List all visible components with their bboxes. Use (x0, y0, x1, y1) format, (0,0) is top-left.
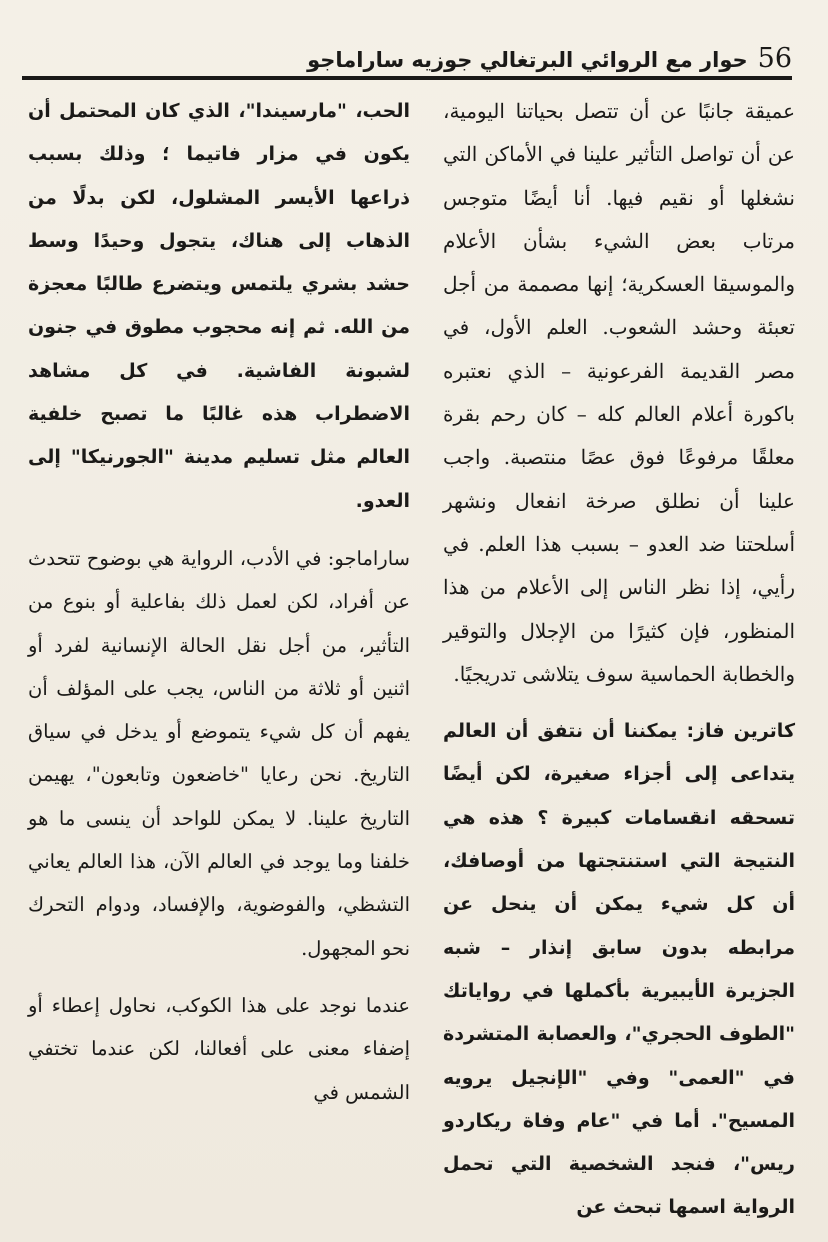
running-title: حوار مع الروائي البرتغالي جوزيه ساراماجو (307, 48, 748, 72)
page-number: 56 (757, 43, 792, 74)
paragraph-interviewer-question: كاترين فاز: يمكننا أن نتفق أن العالم يتداعى إلى أجزاء صغيرة، لكن أيضًا تسحقه انقسامات كبيرة ؟ هذه هي النتيجة التي استنتجتها من أوصافك، أن كل شيء يمكن أن ينحل عن مرابطه بدون سابق إنذار – شبه الجزيرة الأيبيرية بأكملها في رواياتك "الطوف الحجري"، والعصابة المتشردة في "العمى" وفي "الإنجيل يرويه المسيح". أما في "عام وفاة ريكاردو ريس"، فنجد الشخصية التي تحمل الرواية اسمها تبحث عن (443, 720, 795, 1219)
paragraph-answer-continued: عندما نوجد على هذا الكوكب، نحاول إعطاء أو إضفاء معنى على أفعالنا، لكن عندما تختفي الشمس في (28, 993, 410, 1104)
page-header (22, 30, 792, 74)
left-column (28, 90, 410, 1114)
paragraph-saramago-answer: ساراماجو: في الأدب، الرواية هي بوضوح تتحدث عن أفراد، لكن لعمل ذلك بفاعلية أو بنوع من التأثير، من أجل نقل الحالة الإنسانية لفرد أو اثنين أو ثلاثة من الناس، يجب على المؤلف أن يفهم أن كل شيء يتموضع أو يدخل في سياق التاريخ. نحن رعايا "خاضعون وتابعون"، يهيمن التاريخ علينا. لا يمكن للواحد أن ينسى ما هو خلفنا وما يوجد في العالم الآن، هذا العالم يعاني التشظي، والفوضوية، والإفساد، ودوام التحرك نحو المجهول. (28, 546, 410, 960)
paragraph-flags: عميقة جانبًا عن أن تتصل بحياتنا اليومية، عن أن تواصل التأثير علينا في الأماكن التي نشغلها أو نقيم فيها. أنا أيضًا متوجس مرتاب بعض الشيء بشأن الأعلام والموسيقا العسكرية؛ إنها مصممة من أجل تعبئة وحشد الشعوب. العلم الأول، في مصر القديمة الفرعونية – الذي نعتبره باكورة أعلام العالم كله – كان رحم بقرة معلقًا مرفوعًا فوق عصًا منتصبة. واجب علينا أن نطلق صرخة انفعال ونشهر أسلحتنا ضد العدو – بسبب هذا العلم. في رأيي، إذا نظر الناس إلى الأعلام من هذا المنظور، فإن كثيرًا من الإجلال والتوقير والخطابة الحماسية سوف يتلاشى تدريجيًا. (443, 99, 795, 686)
paragraph-question-continued: الحب، "مارسيندا"، الذي كان المحتمل أن يكون في مزار فاتيما ؛ وذلك بسبب ذراعها الأيسر المشلول، لكن بدلًا من الذهاب إلى هناك، يتجول وحيدًا وسط حشد بشري يلتمس ويتضرع طالبًا معجزة من الله. ثم إنه محجوب مطوق في جنون لشبونة الفاشية. في كل مشاهد الاضطراب هذه غالبًا ما تصبح خلفية العالم مثل تسليم مدينة "الجورنيكا" إلى العدو. (28, 100, 410, 512)
header-rule (22, 76, 792, 80)
right-column (443, 90, 795, 1230)
